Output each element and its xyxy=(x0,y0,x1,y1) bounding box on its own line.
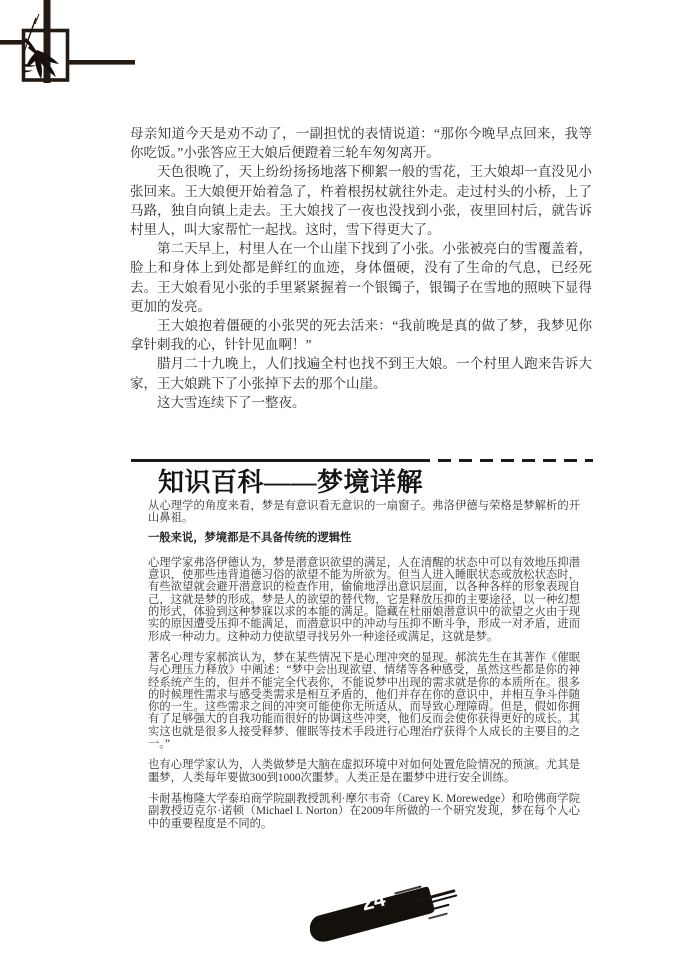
story-paragraph: 王大娘抱着僵硬的小张哭的死去活来：“我前晚是真的做了梦，我梦见你拿针刺我的心，针针见血啊！” xyxy=(130,318,592,353)
story-text-block xyxy=(130,124,592,412)
ornament-line-left xyxy=(0,40,23,45)
story-paragraph: 这大雪连续下了一整夜。 xyxy=(157,394,306,410)
section-paragraph: 心理学家弗洛伊德认为，梦是潜意识欲望的满足，人在清醒的状态中可以有效地压抑潜意识，使那些违背道德习俗的欲望不能为所欲为。但当人进入睡眠状态或放松状态时，有些欲望就会避开潜意识的检查作用，偷偷地浮出意识层面，以各种各样的形象表现自己，这就是梦的形成。梦是人的欲望的替代物，它是释放压抑的主要途径，以一种幻想的形式，体验到这种梦寐以求的本能的满足。隐藏在杜丽娘潜意识中的欲望之火由于现实的原因遭受压抑不能满足，而潜意识中的冲动与压抑不断斗争，形成一对矛盾，进而形成一种动力。这种动力使欲望寻找另外一种途径或满足，这就是梦。 xyxy=(148,556,580,643)
corner-ornament xyxy=(0,0,140,100)
section-paragraph: 也有心理学家认为，人类做梦是大脑在虚拟环境中对如何处置危险情况的预演。尤其是噩梦，人类每年要做300到1000次噩梦。人类正是在噩梦中进行安全训练。 xyxy=(148,759,580,784)
story-paragraph: 母亲知道今天是劝不动了，一副担忧的表情说道：“那你今晚早点回来，我等你吃饭。”小张答应王大娘后便蹬着三轮车匆匆离开。 xyxy=(130,126,592,161)
section-paragraph: 卡耐基梅隆大学泰珀商学院副教授凯利·摩尔韦奇（Carey K. Morewedge）和哈佛商学院副教授迈克尔·诺顿（Michael I. Norton）在2009年所做的一个研究发现，梦在每个人心中的重要程度是不同的。 xyxy=(148,792,580,830)
story-paragraph: 腊月二十九晚上，人们找遍全村也找不到王大娘。一个村里人跑来告诉大家，王大娘跳下了小张掉下去的那个山崖。 xyxy=(130,356,592,391)
story-paragraph: 天色很晚了，天上纷纷扬扬地落下柳絮一般的雪花，王大娘却一直没见小张回来。王大娘便开始着急了，杵着根拐杖就往外走。走过村头的小桥，上了马路，独自向镇上走去。王大娘找了一夜也没找到小张，夜里回村后，就告诉村里人，叫大家帮忙一起找。这时，雪下得更大了。 xyxy=(130,164,592,238)
section-paragraph: 著名心理专家郝滨认为，梦在某些情况下是心理冲突的显现。郝滨先生在其著作《催眠与心理压力释放》中阐述：“梦中会出现欲望、情绪等各种感受，虽然这些都是你的神经系统产生的，但并不能完全代表你，不能说梦中出现的需求就是你的本质所在。很多的时候理性需求与感受类需求是相互矛盾的，他们并存在你的意识中，并相互争斗伴随你的一生。这些需求之间的冲突可能使你无所适从，而导致心理障碍。但是，假如你拥有了足够强大的自我功能而很好的协调这些冲突，他们反而会使你获得更好的成长。其实这也就是很多人接受释梦、催眠等技术手段进行心理治疗获得个人成长的主要目的之一。” xyxy=(148,651,580,751)
title-rule-dashed xyxy=(417,459,593,462)
story-paragraph: 第二天早上，村里人在一个山崖下找到了小张。小张被亮白的雪覆盖着，脸上和身体上到处都是鲜红的血迹，身体僵硬，没有了生命的气息，已经死去。王大娘看见小张的手里紧紧握着一个银镯子，银镯子在雪地的照映下显得更加的发亮。 xyxy=(130,241,592,314)
brush-streak xyxy=(428,912,448,919)
ornament-line-right xyxy=(69,60,135,65)
page-number-brush xyxy=(298,882,470,958)
bamboo-ink-icon xyxy=(23,14,59,79)
page-number: 24 xyxy=(359,887,388,916)
section-intro: 从心理学的角度来看，梦是有意识看无意识的一扇窗子。弗洛伊德与荣格是梦解析的开山鼻祖。 xyxy=(148,500,580,525)
section-subheading: 一般来说，梦境都是不具备传统的逻辑性 xyxy=(148,531,352,544)
knowledge-section xyxy=(148,500,580,839)
section-title: 知识百科——梦境详解 xyxy=(158,468,424,497)
